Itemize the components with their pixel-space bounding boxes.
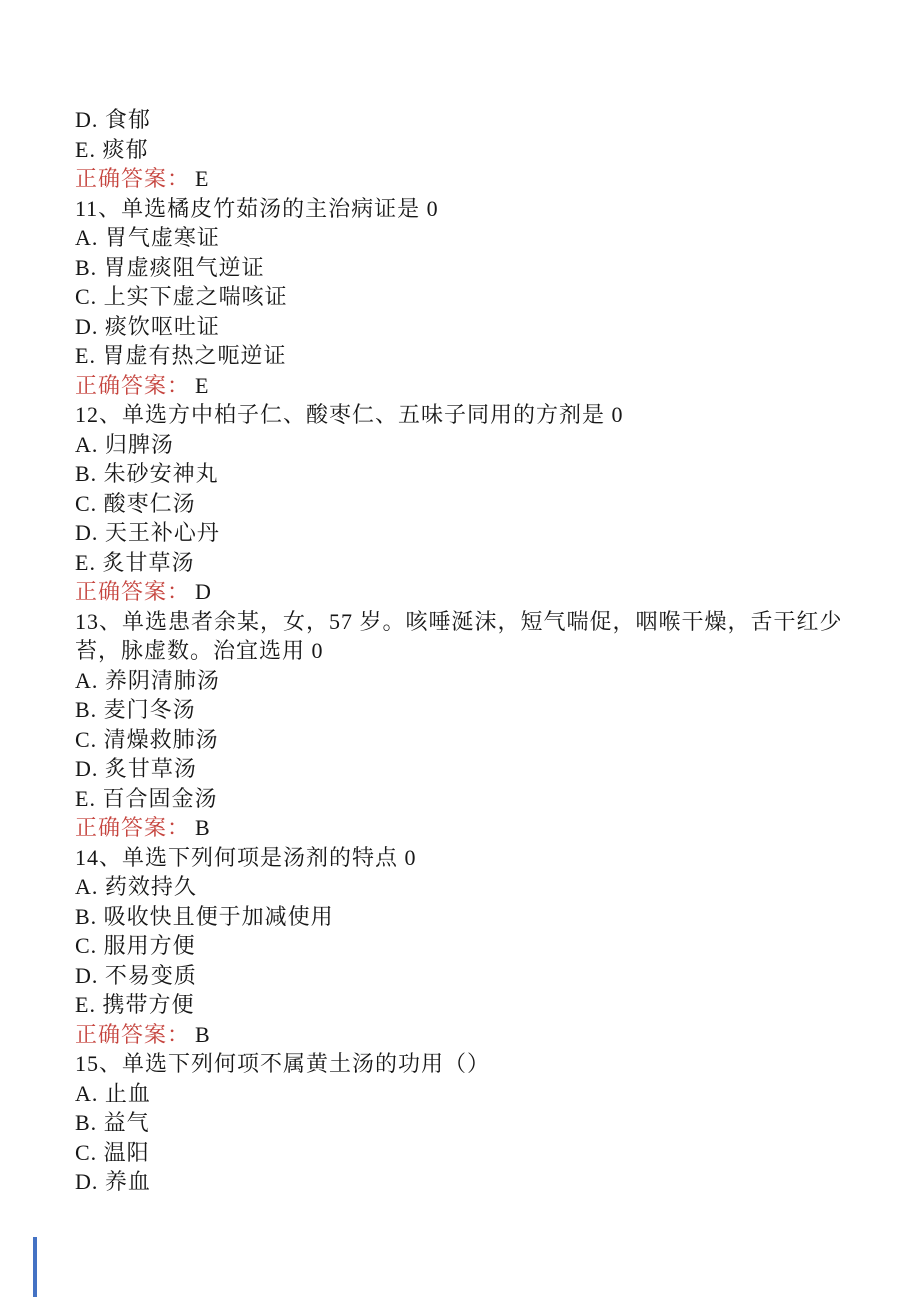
question-stem-line: 11、单选橘皮竹茹汤的主治病证是 0	[75, 195, 439, 221]
answer-value: E	[195, 166, 210, 191]
question-stem-line: 14、单选下列何项是汤剂的特点 0	[75, 844, 417, 870]
option-line: B. 吸收快且便于加减使用	[75, 903, 334, 929]
answer-line	[75, 164, 850, 194]
option-line: A. 归脾汤	[75, 431, 174, 457]
option-line: B. 益气	[75, 1110, 150, 1135]
answer-label: 正确答案：	[75, 372, 191, 398]
answer-value: D	[195, 579, 212, 604]
answer-label: 正确答案：	[75, 579, 191, 604]
option-line: C. 温阳	[75, 1139, 150, 1165]
answer-label: 正确答案：	[75, 815, 191, 840]
option-line: E. 携带方便	[75, 992, 195, 1017]
option-line: C. 酸枣仁汤	[75, 490, 196, 516]
answer-value: B	[195, 1021, 211, 1047]
option-line: D. 不易变质	[75, 962, 197, 988]
option-line: C. 清燥救肺汤	[75, 726, 219, 752]
answer-line	[75, 577, 850, 607]
answer-value: E	[195, 372, 210, 398]
option-line: B. 麦门冬汤	[75, 697, 196, 722]
option-line: B. 朱砂安神丸	[75, 461, 219, 486]
question-block	[75, 1049, 850, 1197]
option-line: D. 养血	[75, 1169, 151, 1194]
answer-label: 正确答案：	[75, 1021, 191, 1047]
answer-label: 正确答案：	[75, 166, 191, 191]
question-stem-line: 苔，脉虚数。治宜选用 0	[75, 638, 324, 663]
question-block	[75, 843, 850, 1050]
question-list	[75, 105, 850, 1197]
question-block	[75, 194, 850, 401]
option-line: D. 痰饮呕吐证	[75, 313, 220, 339]
answer-line	[75, 1020, 850, 1050]
option-line: A. 止血	[75, 1080, 151, 1106]
option-line: C. 服用方便	[75, 933, 196, 958]
question-stem-line: 13、单选患者余某，女，57 岁。咳唾涎沫，短气喘促，咽喉干燥，舌干红少	[75, 608, 843, 634]
option-line: D. 炙甘草汤	[75, 756, 197, 781]
option-line: E. 痰郁	[75, 136, 149, 162]
option-line: A. 胃气虚寒证	[75, 225, 220, 250]
question-block	[75, 105, 850, 194]
option-line: D. 天王补心丹	[75, 520, 220, 545]
question-block	[75, 400, 850, 607]
option-line: A. 养阴清肺汤	[75, 667, 220, 693]
option-line: C. 上实下虚之喘咳证	[75, 284, 288, 309]
answer-line	[75, 813, 850, 843]
option-line: A. 药效持久	[75, 874, 197, 899]
question-stem-line: 12、单选方中柏子仁、酸枣仁、五味子同用的方剂是 0	[75, 402, 624, 427]
option-line: E. 炙甘草汤	[75, 549, 195, 575]
question-block	[75, 607, 850, 843]
option-line: E. 胃虚有热之呃逆证	[75, 343, 287, 368]
blue-cursor-mark	[33, 1237, 37, 1297]
answer-line	[75, 371, 850, 401]
answer-value: B	[195, 815, 211, 840]
question-stem-line: 15、单选下列何项不属黄土汤的功用（）	[75, 1051, 491, 1076]
option-line: B. 胃虚痰阻气逆证	[75, 254, 265, 280]
option-line: D. 食郁	[75, 107, 151, 132]
option-line: E. 百合固金汤	[75, 785, 218, 811]
